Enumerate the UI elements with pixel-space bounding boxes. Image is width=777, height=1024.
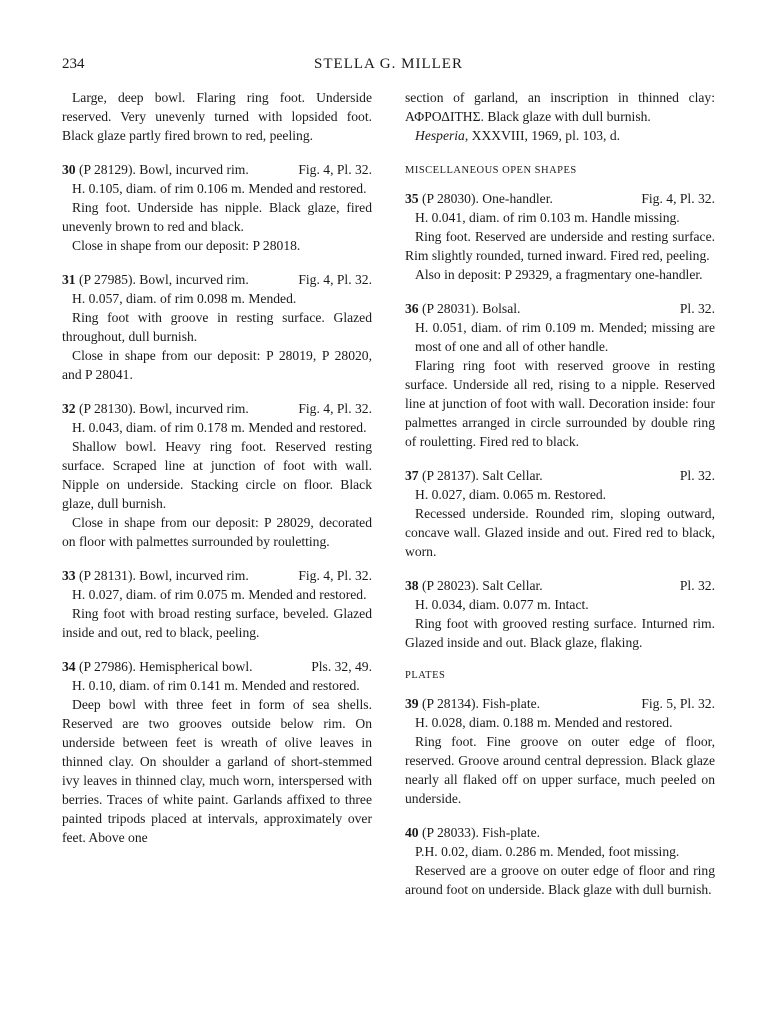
left-column (62, 88, 372, 847)
entry-description: Ring foot with grooved resting surface. Inturned rim. Glazed inside and out. Black glaze, flaking. (405, 616, 715, 650)
entry-heading (405, 189, 715, 208)
entry-measurements: H. 0.051, diam. of rim 0.109 m. Mended; missing are most of one and all of other handle. (415, 320, 715, 354)
entry-heading (405, 694, 715, 713)
page-number: 234 (62, 56, 85, 72)
entry-heading (62, 399, 372, 418)
entry-figure-ref: Pl. 32. (679, 578, 715, 593)
catalogue-entry-36 (405, 299, 715, 451)
entry-description: Reserved are a groove on outer edge of floor and ring around foot on underside. Black glaze with dull burnish. (405, 863, 715, 897)
entry-description: Shallow bowl. Heavy ring foot. Reserved resting surface. Scraped line at junction of foot with wall. Nipple on underside. Stacking circle on floor. Black glaze, dull burnish. (62, 439, 372, 511)
catalogue-entry-32 (62, 399, 372, 551)
continuation-text: Large, deep bowl. Flaring ring foot. Underside reserved. Very unevenly turned with lopsided foot. Black glaze partly fired brown to red, peeling. (62, 90, 372, 143)
entry-number: 33 (62, 568, 76, 583)
entry-measurements: H. 0.034, diam. 0.077 m. Intact. (415, 597, 589, 612)
entry-measurements: P.H. 0.02, diam. 0.286 m. Mended, foot missing. (415, 844, 680, 859)
entry-description: Flaring ring foot with reserved groove in resting surface. Underside all red, rising to a nipple. Reserved line at junction of foot with wall. Decoration inside: four palmettes arranged in circle surrounded by double ring of rouletting. Fired red to black. (405, 358, 715, 449)
entry-heading (405, 299, 715, 318)
entry-measurements: H. 0.105, diam. of rim 0.106 m. Mended and restored. (72, 181, 367, 196)
section-heading-plates: PLATES (405, 670, 446, 681)
catalogue-entry-38 (405, 576, 715, 652)
entry-measurements: H. 0.041, diam. of rim 0.103 m. Handle missing. (415, 210, 680, 225)
entry-figure-ref: Fig. 4, Pl. 32. (298, 401, 372, 416)
entry-figure-ref: Pl. 32. (679, 301, 715, 316)
entry-number: 36 (405, 301, 419, 316)
entry-heading (62, 657, 372, 676)
entry-figure-ref: Fig. 4, Pl. 32. (298, 272, 372, 287)
entry-description: Recessed underside. Rounded rim, sloping outward, concave wall. Glazed inside and out. Fired red to black, worn. (405, 506, 715, 559)
entry-measurements: H. 0.027, diam. 0.065 m. Restored. (415, 487, 607, 502)
entry-number: 39 (405, 696, 419, 711)
entry-heading (405, 466, 715, 485)
entry-figure-ref: Pl. 32. (679, 468, 715, 483)
catalogue-entry-30 (62, 160, 372, 255)
catalogue-entry-40 (405, 823, 715, 899)
entry-title: (P 28023). Salt Cellar. (418, 578, 543, 593)
running-head: STELLA G. MILLER (314, 56, 463, 72)
entry-figure-ref: Fig. 4, Pl. 32. (298, 568, 372, 583)
entry-figure-ref: Fig. 5, Pl. 32. (641, 696, 715, 711)
entry-measurements: H. 0.10, diam. of rim 0.141 m. Mended and restored. (72, 678, 360, 693)
entry-description: Deep bowl with three feet in form of sea shells. Reserved are two grooves outside below rim. On underside between feet is wreath of olive leaves in thinned clay. On shoulder a garland of short-stemmed ivy leaves in thinned clay, much worn, interspersed with berries. Traces of white paint. Garlands affixed to three painted tripods placed at intervals, approximately over feet. Above one (62, 697, 372, 845)
entry-description: Ring foot. Reserved are underside and resting surface. Rim slightly rounded, turned inward. Fired red, peeling. (405, 229, 715, 263)
entry-title: (P 27985). Bowl, incurved rim. (75, 272, 249, 287)
entry-figure-ref: Pls. 32, 49. (311, 659, 372, 674)
entry-title: (P 27986). Hemispherical bowl. (75, 659, 253, 674)
entry-number: 30 (62, 162, 76, 177)
catalogue-entry-31 (62, 270, 372, 384)
catalogue-entry-35 (405, 189, 715, 284)
section-heading-misc-open-shapes: MISCELLANEOUS OPEN SHAPES (405, 165, 577, 176)
bibliography-reference (405, 126, 715, 145)
entry-number: 35 (405, 191, 419, 206)
journal-title: Hesperia (415, 128, 465, 143)
entry-number: 40 (405, 825, 419, 840)
entry-number: 32 (62, 401, 76, 416)
entry-measurements: H. 0.028, diam. 0.188 m. Mended and restored. (415, 715, 673, 730)
entry-measurements: H. 0.057, diam. of rim 0.098 m. Mended. (72, 291, 297, 306)
entry-heading (62, 160, 372, 179)
entry-number: 34 (62, 659, 76, 674)
entry-title: (P 28033). Fish-plate. (418, 825, 541, 840)
entry-title: (P 28129). Bowl, incurved rim. (75, 162, 249, 177)
journal-citation: , XXXVIII, 1969, pl. 103, d. (464, 128, 621, 143)
entry-title: (P 28137). Salt Cellar. (418, 468, 543, 483)
entry-description: Ring foot with groove in resting surface. Glazed throughout, dull burnish. (62, 310, 372, 344)
entry-number: 31 (62, 272, 76, 287)
catalogue-entry-37 (405, 466, 715, 561)
entry-figure-ref: Fig. 4, Pl. 32. (641, 191, 715, 206)
entry-figure-ref: Fig. 4, Pl. 32. (298, 162, 372, 177)
entry-heading (405, 576, 715, 595)
entry-comparanda: Close in shape from our deposit: P 28029, decorated on floor with palmettes surrounded by rouletting. (62, 515, 372, 549)
entry-measurements: H. 0.027, diam. of rim 0.075 m. Mended and restored. (72, 587, 367, 602)
entry-comparanda: Also in deposit: P 29329, a fragmentary one-handler. (415, 267, 703, 282)
catalogue-entry-34 (62, 657, 372, 847)
entry-title: (P 28131). Bowl, incurved rim. (75, 568, 249, 583)
entry-title: (P 28030). One-handler. (418, 191, 553, 206)
entry-heading (405, 823, 715, 842)
entry-heading (62, 566, 372, 585)
catalogue-entry-39 (405, 694, 715, 808)
entry-title: (P 28134). Fish-plate. (418, 696, 541, 711)
right-column (405, 88, 715, 899)
catalogue-entry-33 (62, 566, 372, 642)
entry-number: 37 (405, 468, 419, 483)
entry-comparanda: Close in shape from our deposit: P 28019, P 28020, and P 28041. (62, 348, 372, 382)
entry-description: Ring foot. Fine groove on outer edge of floor, reserved. Groove around central depression. Black glaze nearly all flaked off on upper surface, much peeled on underside. (405, 734, 715, 806)
entry-comparanda: Close in shape from our deposit: P 28018. (72, 238, 301, 253)
entry-number: 38 (405, 578, 419, 593)
entry-title: (P 28130). Bowl, incurved rim. (75, 401, 249, 416)
continuation-text: section of garland, an inscription in thinned clay: ΑΦΡΟΔΙΤΗΣ. Black glaze with dull burnish. (405, 90, 715, 124)
entry-heading (62, 270, 372, 289)
entry-measurements: H. 0.043, diam. of rim 0.178 m. Mended and restored. (72, 420, 367, 435)
entry-title: (P 28031). Bolsal. (418, 301, 521, 316)
entry-description: Ring foot with broad resting surface, beveled. Glazed inside and out, red to black, peeling. (62, 606, 372, 640)
entry-description: Ring foot. Underside has nipple. Black glaze, fired unevenly brown to red and black. (62, 200, 372, 234)
